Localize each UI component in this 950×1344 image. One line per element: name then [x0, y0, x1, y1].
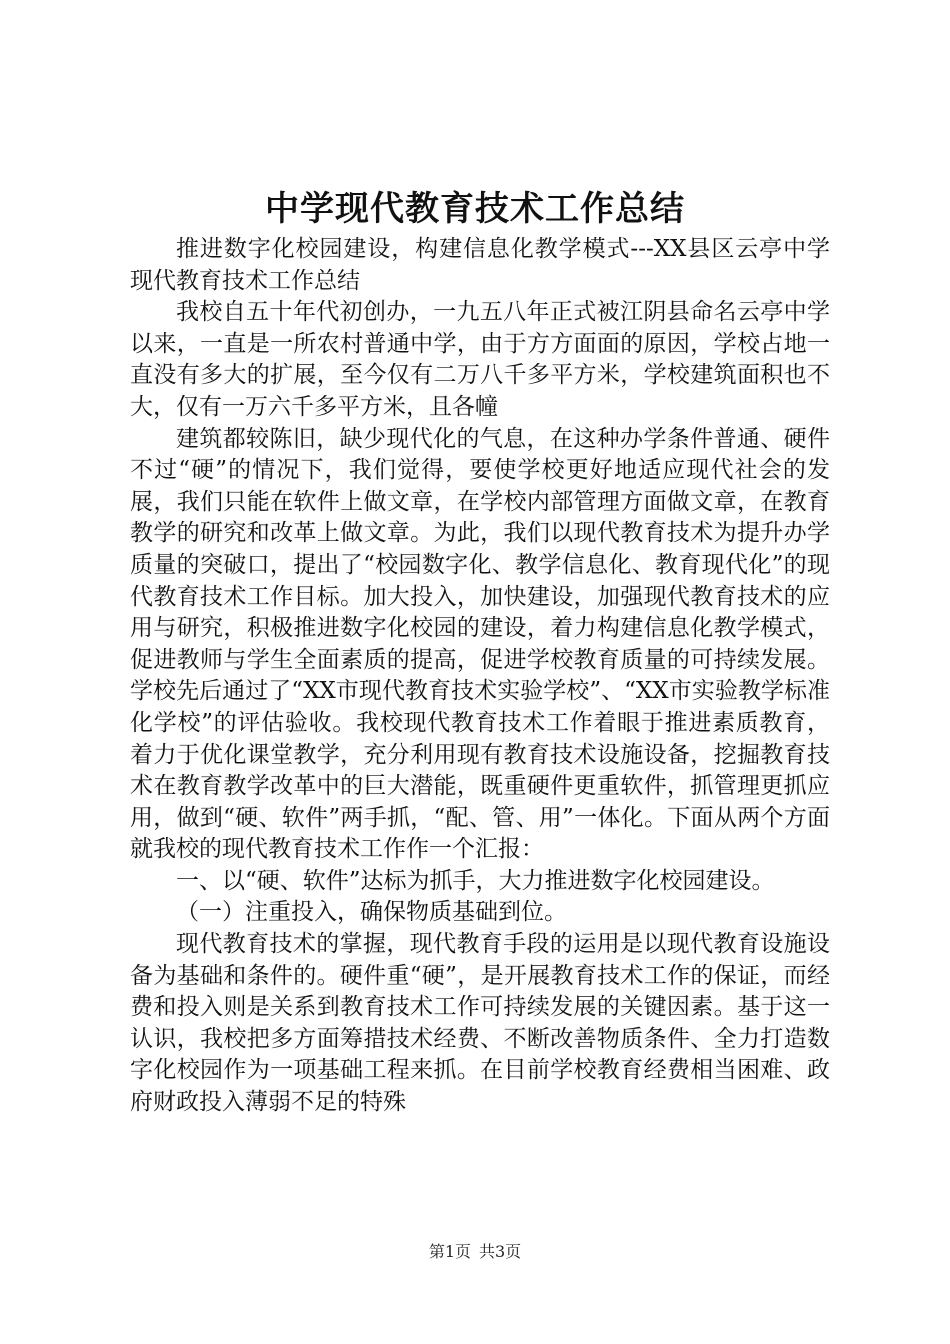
total-pages: 共3页 [479, 1242, 522, 1261]
page-footer [0, 1242, 950, 1262]
paragraph-subtitle: 推进数字化校园建设，构建信息化教学模式---XX县区云亭中学现代教育技术工作总结 [130, 236, 830, 294]
paragraph-investment: 现代教育技术的掌握，现代教育手段的运用是以现代教育设施设备为基础和条件的。硬件重“硬”，是开展教育技术工作的保证，而经费和投入则是关系到教育技术工作可持续发展的关键因素。基于这一认识，我校把多方面筹措技术经费、不断改善物质条件、全力打造数字化校园作为一项基础工程来抓。在目前学校教育经费相当困难、政府财政投入薄弱不足的特殊 [130, 931, 830, 1116]
paragraph-goals: 建筑都较陈旧，缺少现代化的气息，在这种办学条件普通、硬件不过“硬”的情况下，我们觉得，要使学校更好地适应现代社会的发展，我们只能在软件上做文章，在学校内部管理方面做文章，在教育教学的研究和改革上做文章。为此，我们以现代教育技术为提升办学质量的突破口，提出了“校园数字化、教学信息化、教育现代化”的现代教育技术工作目标。加大投入，加快建设，加强现代教育技术的应用与研究，积极推进数字化校园的建设，着力构建信息化教学模式，促进教师与学生全面素质的提高，促进学校教育质量的可持续发展。学校先后通过了“XX市现代教育技术实验学校”、“XX市实验教学标准化学校”的评估验收。我校现代教育技术工作着眼于推进素质教育，着力于优化课堂教学，充分利用现有教育技术设施设备，挖掘教育技术在教育教学改革中的巨大潜能，既重硬件更重软件，抓管理更抓应用，做到“硬、软件”两手抓，“配、管、用”一体化。下面从两个方面就我校的现代教育技术工作作一个汇报： [130, 425, 830, 863]
page-number: 第1页 [428, 1242, 471, 1261]
subsection-heading-1: （一）注重投入，确保物质基础到位。 [176, 899, 567, 926]
document-title: 中学现代教育技术工作总结 [265, 189, 685, 229]
paragraph-history: 我校自五十年代初创办，一九五八年正式被江阴县命名云亭中学以来，一直是一所农村普通中学，由于方方面面的原因，学校占地一直没有多大的扩展，至今仅有二万八千多平方米，学校建筑面积也不大，仅有一万六千多平方米，且各幢 [130, 299, 830, 420]
section-heading-1: 一、以“硬、软件”达标为抓手，大力推进数字化校园建设。 [176, 867, 775, 894]
document-body [130, 234, 830, 1119]
